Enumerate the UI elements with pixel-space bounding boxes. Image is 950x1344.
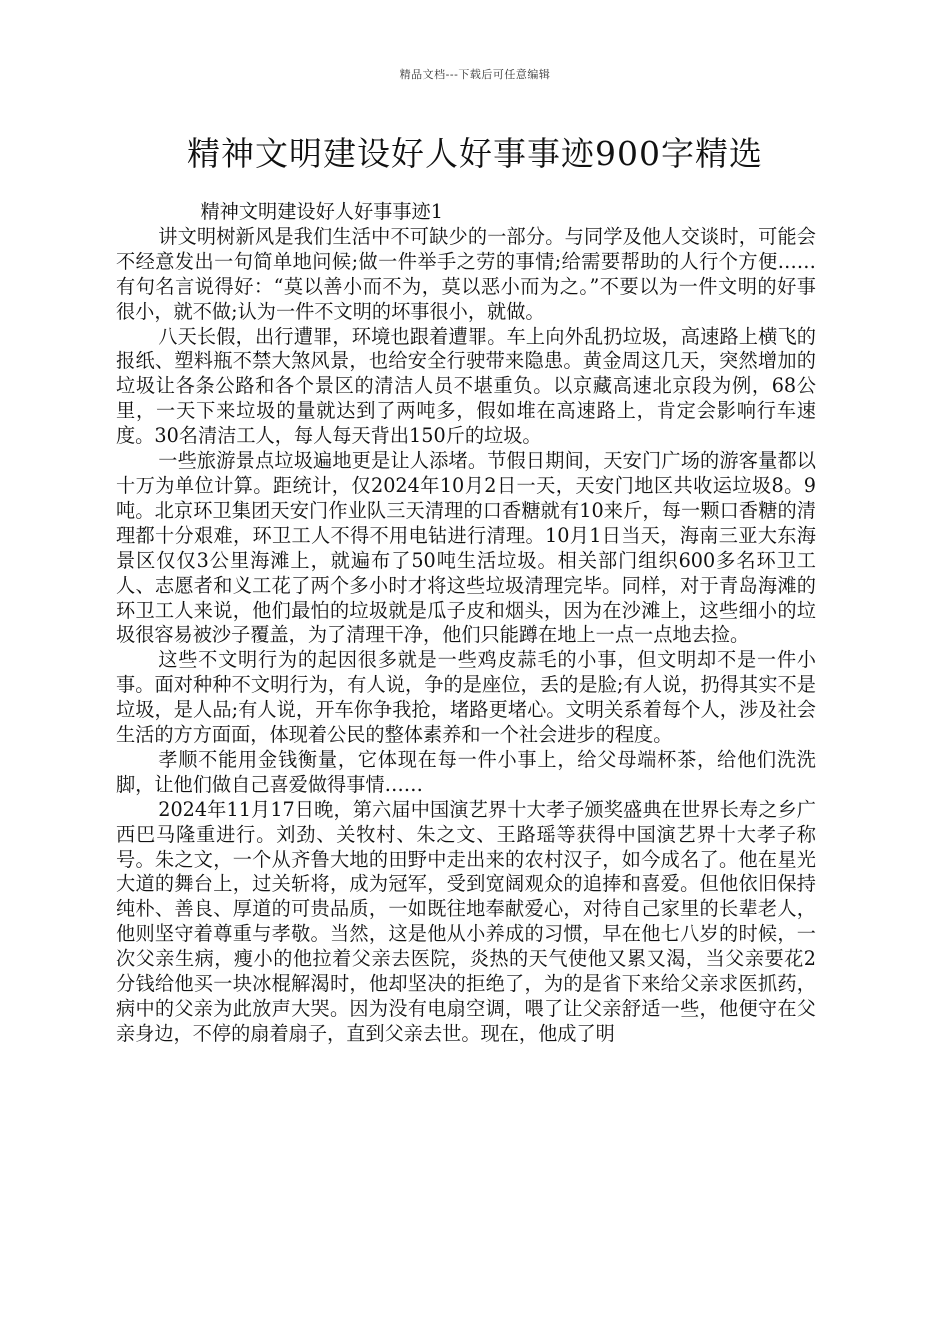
paragraph: 孝顺不能用金钱衡量，它体现在每一件小事上，给父母端杯茶，给他们洗洗脚，让他们做自己喜爱做得事情……	[116, 747, 816, 796]
document-body	[116, 200, 816, 1047]
paragraph: 这些不文明行为的起因很多就是一些鸡皮蒜毛的小事，但文明却不是一件小事。面对种种不文明行为，有人说，争的是座位，丢的是脸;有人说，扔得其实不是垃圾，是人品;有人说，开车你争我抢，堵路更堵心。文明关系着每个人，涉及社会生活的方方面面，体现着公民的整体素养和一个社会进步的程度。	[116, 648, 816, 747]
paragraph: 八天长假，出行遭罪，环境也跟着遭罪。车上向外乱扔垃圾，高速路上横飞的报纸、塑料瓶不禁大煞风景，也给安全行驶带来隐患。黄金周这几天，突然增加的垃圾让各条公路和各个景区的清洁人员不堪重负。以京藏高速北京段为例，68公里，一天下来垃圾的量就达到了两吨多，假如堆在高速路上，肯定会影响行车速度。30名清洁工人，每人每天背出150斤的垃圾。	[116, 324, 816, 448]
paragraph: 一些旅游景点垃圾遍地更是让人添堵。节假日期间，天安门广场的游客量都以十万为单位计算。距统计，仅2024年10月2日一天，天安门地区共收运垃圾8。9吨。北京环卫集团天安门作业队三天清理的口香糖就有10来斤，每一颗口香糖的清理都十分艰难，环卫工人不得不用电钻进行清理。10月1日当天，海南三亚大东海景区仅仅3公里海滩上，就遍布了50吨生活垃圾。相关部门组织600多名环卫工人、志愿者和义工花了两个多小时才将这些垃圾清理完毕。同样，对于青岛海滩的环卫工人来说，他们最怕的垃圾就是瓜子皮和烟头，因为在沙滩上，这些细小的垃圾很容易被沙子覆盖，为了清理干净，他们只能蹲在地上一点一点地去捡。	[116, 449, 816, 647]
paragraph: 讲文明树新风是我们生活中不可缺少的一部分。与同学及他人交谈时，可能会不经意发出一句简单地问候;做一件举手之劳的事情;给需要帮助的人行个方便……有句名言说得好：“莫以善小而不为，莫以恶小而为之。”不要以为一件文明的好事很小，就不做;认为一件不文明的坏事很小，就做。	[116, 224, 816, 323]
paragraph: 2024年11月17日晚，第六届中国演艺界十大孝子颁奖盛典在世界长寿之乡广西巴马隆重进行。刘劲、关牧村、朱之文、王路瑶等获得中国演艺界十大孝子称号。朱之文，一个从齐鲁大地的田野中走出来的农村汉子，如今成名了。他在星光大道的舞台上，过关斩将，成为冠军，受到宽阔观众的追捧和喜爱。但他依旧保持纯朴、善良、厚道的可贵品质，一如既往地奉献爱心，对待自己家里的长辈老人，他则坚守着尊重与孝敬。当然，这是他从小养成的习惯，早在他七八岁的时候，一次父亲生病，瘦小的他拉着父亲去医院，炎热的天气使他又累又渴，当父亲要花2分钱给他买一块冰棍解渴时，他却坚决的拒绝了，为的是省下来给父亲求医抓药，病中的父亲为此放声大哭。因为没有电扇空调，喂了让父亲舒适一些，他便守在父亲身边，不停的扇着扇子，直到父亲去世。现在，他成了明	[116, 797, 816, 1045]
document-title: 精神文明建设好人好事事迹900字精选	[187, 134, 763, 173]
section-subheading: 精神文明建设好人好事事迹1	[200, 200, 443, 223]
header-note: 精品文档---下载后可任意编辑	[399, 68, 551, 81]
